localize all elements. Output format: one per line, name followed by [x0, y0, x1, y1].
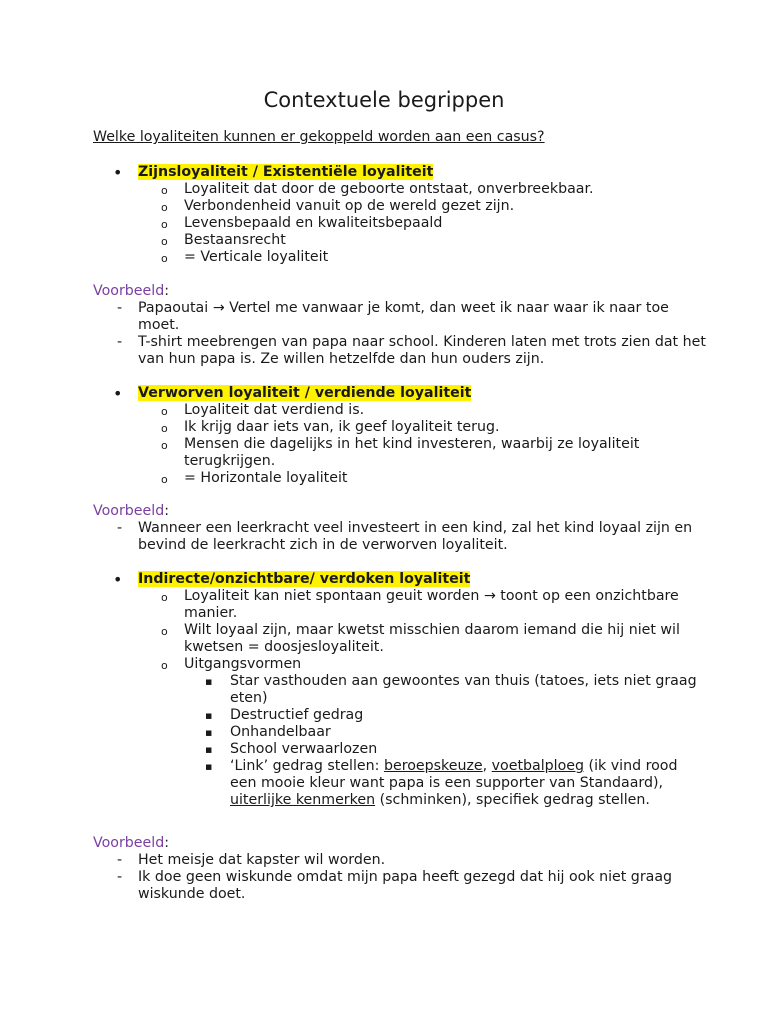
sub-list-item: ▪ School verwaarlozen	[93, 741, 708, 758]
sub-list-item-link-gedrag: ▪ ‘Link’ gedrag stellen: beroepskeuze, voetbalploeg (ik vind rood een mooie kleur want papa is een supporter van Standaard), uiterlijke kenmerken (schminken), specifiek gedrag stellen.	[93, 758, 708, 809]
example-label: Voorbeeld:	[93, 283, 169, 299]
list-item: o = Horizontale loyaliteit	[93, 470, 708, 487]
list-item: o Levensbepaald en kwaliteitsbepaald	[93, 215, 708, 232]
list-item: o Ik krijg daar iets van, ik geef loyaliteit terug.	[93, 419, 708, 436]
sub-list-item: ▪ Star vasthouden aan gewoontes van thuis (tatoes, iets niet graag eten)	[93, 673, 708, 707]
example-label: Voorbeeld:	[93, 503, 169, 519]
list-item: o Loyaliteit dat door de geboorte ontstaat, onverbreekbaar.	[93, 181, 708, 198]
section-verworven-loyaliteit	[93, 385, 708, 487]
underlined-term: beroepskeuze	[383, 758, 483, 774]
example-item: - Papaoutai → Vertel me vanwaar je komt, dan weet ik naar waar ik naar toe moet.	[93, 300, 708, 334]
highlighted-heading: Indirecte/onzichtbare/ verdoken loyaliteit	[138, 571, 471, 587]
example-item: - Wanneer een leerkracht veel investeert in een kind, zal het kind loyaal zijn en bevind de leerkracht zich in de verworven loyaliteit.	[93, 520, 708, 554]
list-item: o Verbondenheid vanuit op de wereld gezet zijn.	[93, 198, 708, 215]
example-block-3	[93, 835, 708, 903]
example-block-2	[93, 503, 708, 554]
page-title: Contextuele begrippen	[263, 88, 505, 112]
sub-list-item: ▪ Destructief gedrag	[93, 707, 708, 724]
highlighted-heading: Verworven loyaliteit / verdiende loyaliteit	[138, 385, 472, 401]
example-item: - Het meisje dat kapster wil worden.	[93, 852, 708, 869]
example-label: Voorbeeld:	[93, 835, 169, 851]
list-item: o Loyaliteit kan niet spontaan geuit worden → toont op een onzichtbare manier.	[93, 588, 708, 622]
example-item: - T-shirt meebrengen van papa naar school. Kinderen laten met trots zien dat het van hun papa is. Ze willen hetzelfde dan hun ouders zijn.	[93, 334, 708, 368]
underlined-term: voetbalploeg	[491, 758, 585, 774]
sub-list-item: ▪ Onhandelbaar	[93, 724, 708, 741]
example-item: - Ik doe geen wiskunde omdat mijn papa heeft gezegd dat hij ook niet graag wiskunde doet.	[93, 869, 708, 903]
underlined-term: uiterlijke kenmerken	[230, 792, 376, 808]
highlighted-heading: Zijnsloyaliteit / Existentiële loyaliteit	[138, 164, 434, 180]
list-item: o = Verticale loyaliteit	[93, 249, 708, 266]
list-item: o Mensen die dagelijks in het kind investeren, waarbij ze loyaliteit terugkrijgen.	[93, 436, 708, 470]
bullet-heading	[93, 385, 708, 402]
bullet-heading	[93, 571, 708, 588]
question-heading: Welke loyaliteiten kunnen er gekoppeld worden aan een casus?	[93, 129, 545, 145]
list-item: o Wilt loyaal zijn, maar kwetst misschien daarom iemand die hij niet wil kwetsen = doosjesloyaliteit.	[93, 622, 708, 656]
bullet-heading	[93, 164, 708, 181]
list-item: o Bestaansrecht	[93, 232, 708, 249]
section-indirecte-loyaliteit	[93, 571, 708, 809]
section-zijnsloyaliteit	[93, 164, 708, 266]
list-item: o Uitgangsvormen	[93, 656, 708, 673]
list-item: o Loyaliteit dat verdiend is.	[93, 402, 708, 419]
example-block-1	[93, 283, 708, 368]
